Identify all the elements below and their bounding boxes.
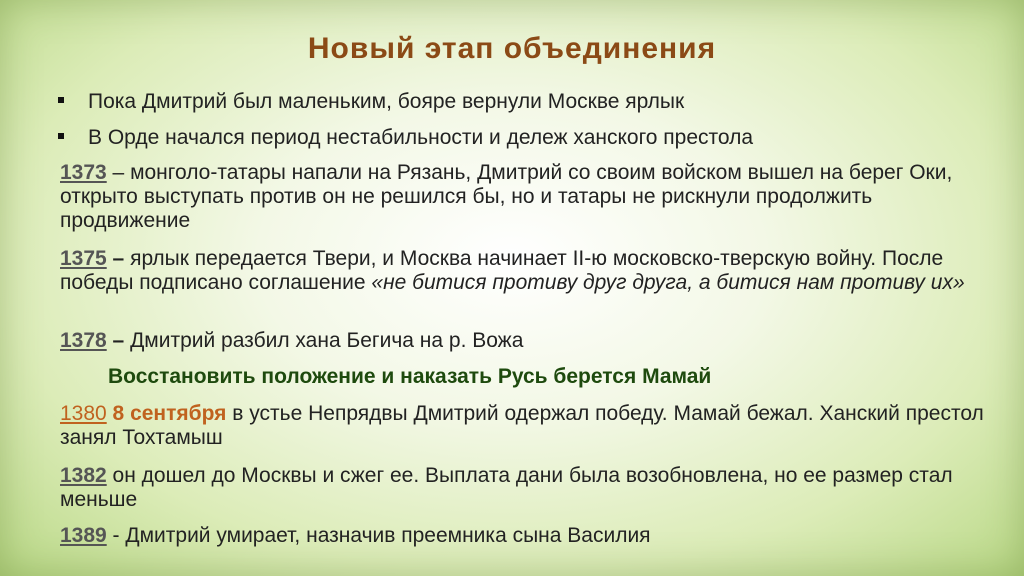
battle-date: 8 сентября: [106, 402, 227, 425]
treaty-quote: «не битися противу друг друга, а битися нам противу их»: [371, 271, 965, 294]
paragraph-1382: [60, 464, 990, 512]
paragraph-1373: [60, 161, 990, 233]
bullet-square-icon: [58, 97, 64, 103]
bullet-text: В Орде начался период нестабильности и дележ ханского престола: [88, 126, 754, 149]
paragraph-1378: [60, 329, 990, 353]
paragraph-text: Дмитрий разбил хана Бегича на р. Вожа: [124, 329, 524, 352]
paragraph-text: он дошел до Москвы и сжег ее. Выплата дани была возобновлена, но ее размер стал меньше: [60, 464, 953, 511]
dash: –: [106, 247, 125, 270]
year-1378: 1378: [60, 329, 107, 352]
year-1373: 1373: [60, 161, 107, 184]
bullet-square-icon: [58, 133, 64, 139]
bullet-item-2: [64, 126, 753, 150]
year-1380: 1380: [60, 402, 107, 425]
paragraph-text: ярлык передается Твери, и Москва начинает II-ю московско-тверскую войну. После победы подписано соглашение: [60, 247, 944, 294]
bullet-item-1: [64, 90, 684, 114]
paragraph-1380: [60, 402, 990, 450]
year-1389: 1389: [60, 524, 107, 547]
paragraph-text: – монголо-татары напали на Рязань, Дмитрий со своим войском вышел на берег Оки, открыто выступать против он не решился бы, но и татары не рискнули продолжить продвижение: [60, 161, 953, 232]
paragraph-1389: [60, 524, 990, 548]
dash: –: [106, 329, 125, 352]
year-1382: 1382: [60, 464, 107, 487]
slide-title: Новый этап объединения: [307, 32, 717, 65]
paragraph-text: в устье Непрядвы Дмитрий одержал победу. Мамай бежал. Ханский престол занял Тохтамыш: [60, 402, 984, 449]
paragraph-1375: [60, 247, 990, 295]
slide: [8, 4, 1016, 570]
mamai-statement: Восстановить положение и наказать Русь берется Мамай: [108, 365, 712, 388]
bullet-text: Пока Дмитрий был маленьким, бояре вернули Москве ярлык: [88, 90, 685, 113]
year-1375: 1375: [60, 247, 107, 270]
paragraph-text: - Дмитрий умирает, назначив преемника сына Василия: [106, 524, 651, 547]
